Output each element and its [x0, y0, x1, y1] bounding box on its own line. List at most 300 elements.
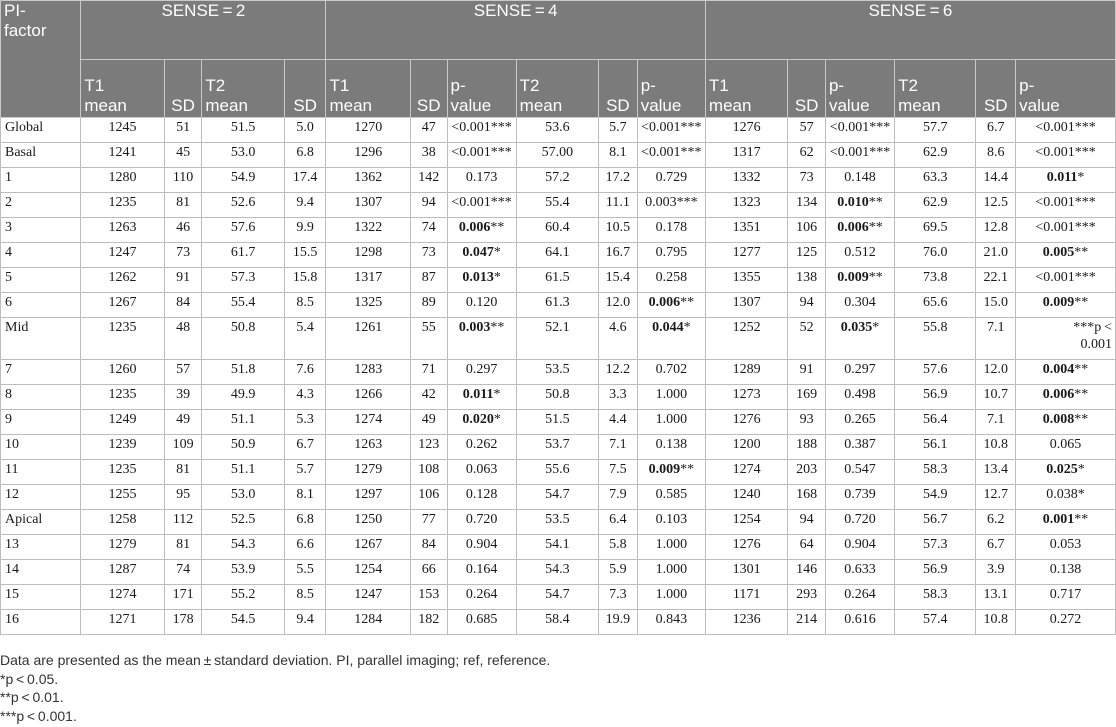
- table-cell: 0.729: [637, 168, 705, 193]
- table-cell: 169: [788, 385, 826, 410]
- table-cell: 53.9: [202, 560, 284, 585]
- table-cell: 9.4: [284, 193, 326, 218]
- significant-value: 0.009: [648, 462, 681, 477]
- footnote-p001: [0, 707, 1116, 726]
- table-cell: 1301: [705, 560, 787, 585]
- table-cell: 1280: [81, 168, 164, 193]
- significance-stars: **: [868, 195, 883, 210]
- table-cell: 5.3: [284, 410, 326, 435]
- significance-stars: *: [493, 387, 501, 402]
- table-cell: 1351: [705, 218, 787, 243]
- table-cell: 0.795: [637, 243, 705, 268]
- col-header-sense4-1: SD: [410, 60, 447, 118]
- table-cell: 0.258: [637, 268, 705, 293]
- table-cell: 5.5: [284, 560, 326, 585]
- table-cell: [447, 410, 516, 435]
- table-cell: 49: [164, 410, 202, 435]
- table-cell: 0.038*: [1016, 485, 1116, 510]
- table-cell: 57: [164, 360, 202, 385]
- table-cell: 52.5: [202, 510, 284, 535]
- row-label: 14: [1, 560, 81, 585]
- table-cell: 73: [410, 243, 447, 268]
- table-cell: 58.4: [516, 610, 598, 635]
- table-cell: 0.297: [825, 360, 894, 385]
- table-cell: 12.0: [599, 293, 638, 318]
- table-cell: 1283: [326, 360, 410, 385]
- table-cell: 15.8: [284, 268, 326, 293]
- table-cell: 182: [410, 610, 447, 635]
- table-cell: [637, 293, 705, 318]
- table-cell: 5.7: [599, 118, 638, 143]
- table-cell: [637, 460, 705, 485]
- table-cell: 64: [788, 535, 826, 560]
- table-cell: 84: [410, 535, 447, 560]
- footnote-p01: [0, 688, 1116, 707]
- table-cell: [447, 218, 516, 243]
- table-cell: 51.5: [202, 118, 284, 143]
- col-header-sense2-0: T1 mean: [81, 60, 164, 118]
- significance-stars: **: [680, 295, 695, 310]
- table-cell: 87: [410, 268, 447, 293]
- table-cell: 73: [788, 168, 826, 193]
- table-cell: 1249: [81, 410, 164, 435]
- table-cell: 49.9: [202, 385, 284, 410]
- table-cell: 1322: [326, 218, 410, 243]
- table-cell: 62.9: [895, 193, 976, 218]
- table-cell: [825, 193, 894, 218]
- table-cell: 1236: [705, 610, 787, 635]
- table-cell: 1250: [326, 510, 410, 535]
- significant-value: 0.008: [1042, 412, 1075, 427]
- table-cell: 66: [410, 560, 447, 585]
- table-cell: 14.4: [976, 168, 1016, 193]
- significance-stars: **: [1074, 245, 1089, 260]
- table-cell: 56.4: [895, 410, 976, 435]
- table-cell: 10.7: [976, 385, 1016, 410]
- table-cell: 57.3: [895, 535, 976, 560]
- table-cell: 1.000: [637, 385, 705, 410]
- row-label: 11: [1, 460, 81, 485]
- table-cell: 55.2: [202, 585, 284, 610]
- table-cell: 12.0: [976, 360, 1016, 385]
- table-cell: 8.6: [976, 143, 1016, 168]
- table-cell: 52.6: [202, 193, 284, 218]
- table-cell: 9.9: [284, 218, 326, 243]
- table-cell: 1263: [326, 435, 410, 460]
- significance-stars: **: [490, 220, 505, 235]
- significance-stars: *: [493, 245, 501, 260]
- header-sense-4: SENSE = 4: [326, 1, 705, 60]
- table-cell: 0.173: [447, 168, 516, 193]
- table-cell: 0.272: [1016, 610, 1116, 635]
- table-cell: 63.3: [895, 168, 976, 193]
- table-cell: 62: [788, 143, 826, 168]
- table-cell: 1298: [326, 243, 410, 268]
- footnote-p05: [0, 670, 1116, 689]
- table-cell: 1247: [326, 585, 410, 610]
- table-cell: 76.0: [895, 243, 976, 268]
- table-cell: 57.6: [895, 360, 976, 385]
- table-cell: 1276: [705, 535, 787, 560]
- table-cell: 214: [788, 610, 826, 635]
- table-cell: <0.001***: [1016, 193, 1116, 218]
- table-cell: 1289: [705, 360, 787, 385]
- table-cell: 8.1: [599, 143, 638, 168]
- header-sense-6: SENSE = 6: [705, 1, 1115, 60]
- table-cell: 0.720: [825, 510, 894, 535]
- significance-stars: **: [1074, 362, 1089, 377]
- table-row: [1, 143, 1116, 168]
- table-cell: 1270: [326, 118, 410, 143]
- row-label: Global: [1, 118, 81, 143]
- table-cell: 10.8: [976, 435, 1016, 460]
- significant-value: 0.009: [1042, 295, 1075, 310]
- col-header-sense6-3: T2 mean: [895, 60, 976, 118]
- table-cell: 11.1: [599, 193, 638, 218]
- row-label: Mid: [1, 318, 81, 360]
- table-cell: 81: [164, 193, 202, 218]
- table-cell: ***p < 0.001: [1016, 318, 1116, 360]
- table-cell: 0.262: [447, 435, 516, 460]
- table-cell: [1016, 385, 1116, 410]
- table-cell: 13.4: [976, 460, 1016, 485]
- table-cell: 1239: [81, 435, 164, 460]
- table-cell: <0.001***: [1016, 218, 1116, 243]
- table-cell: 0.304: [825, 293, 894, 318]
- table-cell: 56.7: [895, 510, 976, 535]
- table-cell: 57.2: [516, 168, 598, 193]
- table-cell: 15.5: [284, 243, 326, 268]
- table-cell: 1287: [81, 560, 164, 585]
- table-row: [1, 218, 1116, 243]
- table-cell: [1016, 293, 1116, 318]
- table-cell: 134: [788, 193, 826, 218]
- table-row: [1, 268, 1116, 293]
- table-cell: 1307: [705, 293, 787, 318]
- table-cell: 55: [410, 318, 447, 360]
- significant-value: 0.013: [462, 270, 494, 285]
- significant-value: 0.020: [462, 412, 494, 427]
- table-cell: 1323: [705, 193, 787, 218]
- table-cell: 12.2: [599, 360, 638, 385]
- table-cell: 7.1: [976, 410, 1016, 435]
- table-cell: 0.053: [1016, 535, 1116, 560]
- table-cell: 53.5: [516, 360, 598, 385]
- table-cell: 91: [164, 268, 202, 293]
- table-cell: 54.1: [516, 535, 598, 560]
- table-cell: 1279: [326, 460, 410, 485]
- col-header-sense4-0: T1 mean: [326, 60, 410, 118]
- table-cell: 7.9: [599, 485, 638, 510]
- table-cell: 7.1: [976, 318, 1016, 360]
- table-cell: 21.0: [976, 243, 1016, 268]
- table-cell: 56.9: [895, 385, 976, 410]
- table-cell: 74: [410, 218, 447, 243]
- table-cell: 7.6: [284, 360, 326, 385]
- table-row: [1, 410, 1116, 435]
- table-cell: 39: [164, 385, 202, 410]
- significant-value: 0.001: [1042, 512, 1075, 527]
- table-cell: 51.8: [202, 360, 284, 385]
- table-cell: 53.0: [202, 143, 284, 168]
- table-cell: 95: [164, 485, 202, 510]
- table-cell: <0.001***: [825, 143, 894, 168]
- table-cell: 0.702: [637, 360, 705, 385]
- table-row: [1, 485, 1116, 510]
- significance-stars: **: [868, 270, 883, 285]
- significant-value: 0.006: [648, 295, 681, 310]
- table-cell: 5.9: [599, 560, 638, 585]
- footnote-p01-text: **p < 0.01.: [0, 689, 64, 705]
- table-cell: 81: [164, 460, 202, 485]
- table-cell: 64.1: [516, 243, 598, 268]
- table-cell: 1247: [81, 243, 164, 268]
- col-header-sense6-1: SD: [788, 60, 826, 118]
- table-cell: <0.001***: [637, 143, 705, 168]
- table-cell: 0.120: [447, 293, 516, 318]
- row-label: 13: [1, 535, 81, 560]
- table-cell: 49: [410, 410, 447, 435]
- significance-stars: **: [868, 220, 883, 235]
- table-cell: [1016, 243, 1116, 268]
- table-cell: 53.6: [516, 118, 598, 143]
- table-cell: 1254: [705, 510, 787, 535]
- significant-value: 0.047: [462, 245, 494, 260]
- row-label: 6: [1, 293, 81, 318]
- significant-value: 0.006: [1042, 387, 1075, 402]
- table-cell: 112: [164, 510, 202, 535]
- table-cell: [1016, 168, 1116, 193]
- header-row-groups: [1, 1, 1116, 60]
- table-cell: 65.6: [895, 293, 976, 318]
- table-cell: [447, 385, 516, 410]
- table-row: [1, 385, 1116, 410]
- row-label: 3: [1, 218, 81, 243]
- row-label: 1: [1, 168, 81, 193]
- table-cell: 1274: [81, 585, 164, 610]
- table-cell: 0.128: [447, 485, 516, 510]
- table-cell: 0.633: [825, 560, 894, 585]
- table-cell: 73.8: [895, 268, 976, 293]
- table-cell: 55.4: [516, 193, 598, 218]
- significance-stars: **: [1074, 295, 1089, 310]
- table-cell: 7.3: [599, 585, 638, 610]
- significance-stars: *: [493, 270, 501, 285]
- table-cell: 12.7: [976, 485, 1016, 510]
- significance-stars: *: [1077, 462, 1085, 477]
- significant-value: 0.009: [837, 270, 869, 285]
- table-cell: 52.1: [516, 318, 598, 360]
- footnote-description: Data are presented as the mean ± standard deviation. PI, parallel imaging; ref, reference.: [0, 652, 551, 668]
- table-row: [1, 318, 1116, 360]
- table-cell: 51.1: [202, 460, 284, 485]
- table-cell: 6.7: [976, 118, 1016, 143]
- table-cell: 1171: [705, 585, 787, 610]
- table-cell: 46: [164, 218, 202, 243]
- row-label: Basal: [1, 143, 81, 168]
- table-cell: <0.001***: [1016, 143, 1116, 168]
- table-cell: 0.616: [825, 610, 894, 635]
- table-cell: 1317: [705, 143, 787, 168]
- col-header-sense4-5: p- value: [637, 60, 705, 118]
- table-cell: 42: [410, 385, 447, 410]
- table-cell: [825, 318, 894, 360]
- table-cell: 51: [164, 118, 202, 143]
- table-cell: 54.7: [516, 585, 598, 610]
- table-row: [1, 293, 1116, 318]
- table-cell: 0.264: [825, 585, 894, 610]
- col-header-sense6-4: SD: [976, 60, 1016, 118]
- table-cell: 7.1: [599, 435, 638, 460]
- table-cell: 1325: [326, 293, 410, 318]
- table-cell: 1.000: [637, 585, 705, 610]
- table-cell: 1260: [81, 360, 164, 385]
- col-header-sense6-0: T1 mean: [705, 60, 787, 118]
- table-footnotes: [0, 651, 1116, 725]
- table-cell: 138: [788, 268, 826, 293]
- significant-value: 0.025: [1046, 462, 1078, 477]
- table-cell: 48: [164, 318, 202, 360]
- table-cell: 203: [788, 460, 826, 485]
- table-cell: 3.3: [599, 385, 638, 410]
- table-cell: 188: [788, 435, 826, 460]
- table-cell: 1.000: [637, 410, 705, 435]
- table-cell: 74: [164, 560, 202, 585]
- table-cell: 55.4: [202, 293, 284, 318]
- table-cell: 142: [410, 168, 447, 193]
- significance-stars: *: [872, 320, 880, 335]
- table-cell: 3.9: [976, 560, 1016, 585]
- table-cell: 6.8: [284, 143, 326, 168]
- table-cell: 62.9: [895, 143, 976, 168]
- table-cell: 5.4: [284, 318, 326, 360]
- table-cell: 1271: [81, 610, 164, 635]
- table-row: [1, 168, 1116, 193]
- significance-stars: **: [490, 320, 505, 335]
- table-cell: 53.7: [516, 435, 598, 460]
- table-cell: 1296: [326, 143, 410, 168]
- table-cell: 108: [410, 460, 447, 485]
- table-cell: 54.5: [202, 610, 284, 635]
- table-cell: 5.7: [284, 460, 326, 485]
- table-cell: 58.3: [895, 460, 976, 485]
- table-cell: 153: [410, 585, 447, 610]
- table-row: [1, 118, 1116, 143]
- table-cell: <0.001***: [447, 193, 516, 218]
- table-cell: [447, 318, 516, 360]
- significance-stars: **: [1074, 387, 1089, 402]
- row-label: 2: [1, 193, 81, 218]
- table-cell: 55.8: [895, 318, 976, 360]
- significance-stars: *: [493, 412, 501, 427]
- table-cell: 12.8: [976, 218, 1016, 243]
- table-cell: 1276: [705, 410, 787, 435]
- significance-stars: *: [1077, 170, 1085, 185]
- table-cell: 57.4: [895, 610, 976, 635]
- row-label: 8: [1, 385, 81, 410]
- table-row: [1, 360, 1116, 385]
- table-cell: 93: [788, 410, 826, 435]
- table-cell: 1274: [705, 460, 787, 485]
- table-cell: 110: [164, 168, 202, 193]
- table-cell: 54.3: [516, 560, 598, 585]
- table-cell: 50.9: [202, 435, 284, 460]
- table-body: [1, 118, 1116, 635]
- table-cell: 89: [410, 293, 447, 318]
- table-cell: 54.9: [895, 485, 976, 510]
- table-cell: 1263: [81, 218, 164, 243]
- table-cell: 16.7: [599, 243, 638, 268]
- table-cell: 0.904: [447, 535, 516, 560]
- table-cell: 57.6: [202, 218, 284, 243]
- table-cell: 56.1: [895, 435, 976, 460]
- table-row: [1, 610, 1116, 635]
- table-cell: 94: [410, 193, 447, 218]
- table-cell: 57: [788, 118, 826, 143]
- table-cell: 56.9: [895, 560, 976, 585]
- table-cell: 61.5: [516, 268, 598, 293]
- table-cell: 0.720: [447, 510, 516, 535]
- table-cell: 57.00: [516, 143, 598, 168]
- col-header-sense6-2: p- value: [825, 60, 894, 118]
- significance-stars: *: [683, 320, 691, 335]
- table-cell: 1279: [81, 535, 164, 560]
- table-cell: 178: [164, 610, 202, 635]
- table-cell: 109: [164, 435, 202, 460]
- table-cell: 1.000: [637, 560, 705, 585]
- significant-value: 0.006: [837, 220, 869, 235]
- table-cell: [637, 318, 705, 360]
- table-cell: 38: [410, 143, 447, 168]
- table-cell: 54.7: [516, 485, 598, 510]
- table-cell: 123: [410, 435, 447, 460]
- table-cell: 81: [164, 535, 202, 560]
- table-cell: 57.7: [895, 118, 976, 143]
- table-cell: 1.000: [637, 535, 705, 560]
- table-cell: 17.2: [599, 168, 638, 193]
- table-cell: 4.6: [599, 318, 638, 360]
- significant-value: 0.011: [1046, 170, 1078, 185]
- table-cell: 71: [410, 360, 447, 385]
- table-cell: 54.3: [202, 535, 284, 560]
- table-cell: [825, 268, 894, 293]
- table-cell: 293: [788, 585, 826, 610]
- significant-value: 0.006: [458, 220, 491, 235]
- table-cell: [447, 268, 516, 293]
- col-header-sense6-5: p- value: [1016, 60, 1116, 118]
- table-cell: 0.138: [637, 435, 705, 460]
- table-cell: [825, 218, 894, 243]
- table-row: [1, 535, 1116, 560]
- table-cell: 53.0: [202, 485, 284, 510]
- row-label: 16: [1, 610, 81, 635]
- table-row: [1, 510, 1116, 535]
- table-cell: 7.5: [599, 460, 638, 485]
- table-cell: 73: [164, 243, 202, 268]
- table-cell: 0.498: [825, 385, 894, 410]
- col-header-sense2-1: SD: [164, 60, 202, 118]
- table-cell: 84: [164, 293, 202, 318]
- table-cell: <0.001***: [825, 118, 894, 143]
- table-cell: 1307: [326, 193, 410, 218]
- table-cell: 1267: [81, 293, 164, 318]
- table-cell: 1254: [326, 560, 410, 585]
- table-cell: 146: [788, 560, 826, 585]
- significance-stars: **: [680, 462, 695, 477]
- table-cell: 1240: [705, 485, 787, 510]
- table-cell: 6.7: [284, 435, 326, 460]
- table-cell: 1235: [81, 385, 164, 410]
